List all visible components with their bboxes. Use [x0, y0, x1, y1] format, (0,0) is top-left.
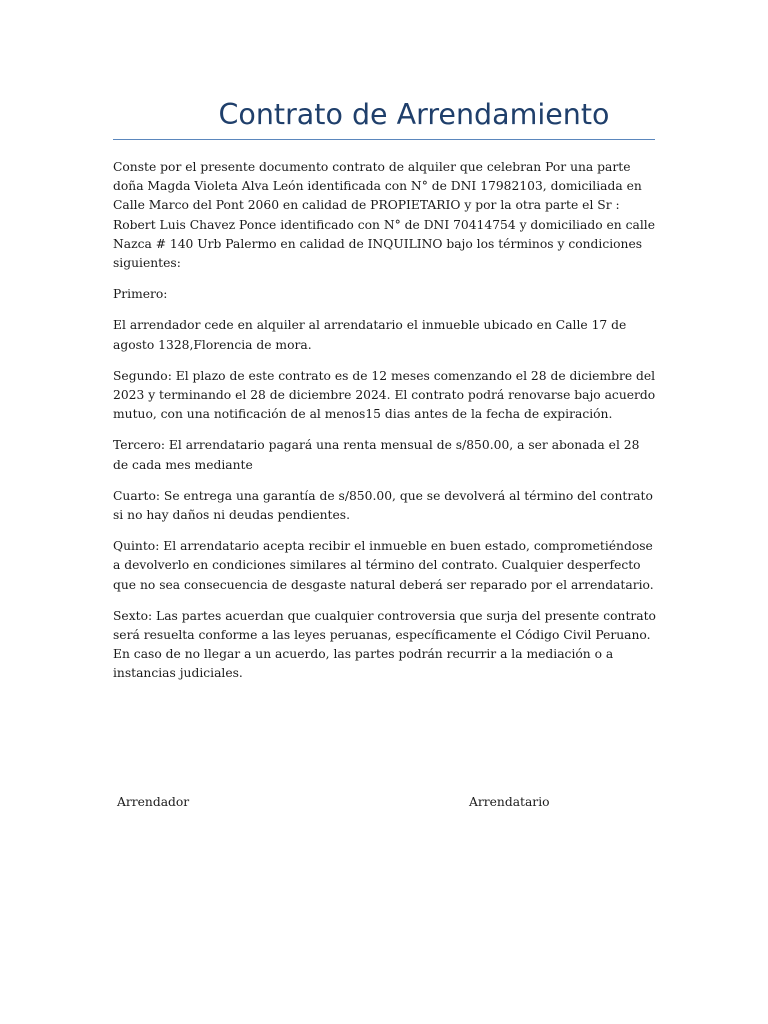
- clause-tercero: Tercero: El arrendatario pagará una renta mensual de s/850.00, a ser abonada el 28 de cada mes mediante: [113, 438, 640, 472]
- clause-primero: El arrendador cede en alquiler al arrendatario el inmueble ubicado en Calle 17 de agosto 1328,Florencia de mora.: [113, 318, 627, 352]
- clause-quinto: Quinto: El arrendatario acepta recibir el inmueble en buen estado, comprometiéndose a devolverlo en condiciones similares al término del contrato. Cualquier desperfecto que no sea consecuencia de desgaste natural deberá ser reparado por el arrendatario.: [113, 539, 654, 592]
- clause-segundo: Segundo: El plazo de este contrato es de 12 meses comenzando el 28 de diciembre del 2023 y terminando el 28 de diciembre 2024. El contrato podrá renovarse bajo acuerdo mutuo, con una notificación de al menos15 dias antes de la fecha de expiración.: [113, 368, 656, 422]
- document-title: Contrato de Arrendamiento: [218, 98, 610, 131]
- clause-primero-heading: Primero:: [113, 287, 168, 302]
- document-body: [113, 158, 658, 696]
- signature-label-arrendador: Arrendador: [117, 795, 190, 809]
- intro-paragraph: Conste por el presente documento contrato de alquiler que celebran Por una parte doña Magda Violeta Alva León identificada con N° de DNI 17982103, domiciliada en Calle Marco del Pont 2060 en calidad de PROPIETARIO y por la otra parte el Sr : Robert Luis Chavez Ponce identificado con N° de DNI 70414754 y domiciliado en calle Nazca # 140 Urb Palermo en calidad de INQUILINO bajo los términos y condiciones siguientes:: [113, 160, 655, 271]
- clause-sexto: Sexto: Las partes acuerdan que cualquier controversia que surja del presente contrato será resuelta conforme a las leyes peruanas, específicamente el Código Civil Peruano. En caso de no llegar a un acuerdo, las partes podrán recurrir a la mediación o a instancias judiciales.: [113, 608, 656, 681]
- clause-cuarto: Cuarto: Se entrega una garantía de s/850.00, que se devolverá al término del contrato si no hay daños ni deudas pendientes.: [113, 488, 653, 523]
- title-underline: [113, 139, 655, 140]
- signature-label-arrendatario: Arrendatario: [469, 795, 550, 809]
